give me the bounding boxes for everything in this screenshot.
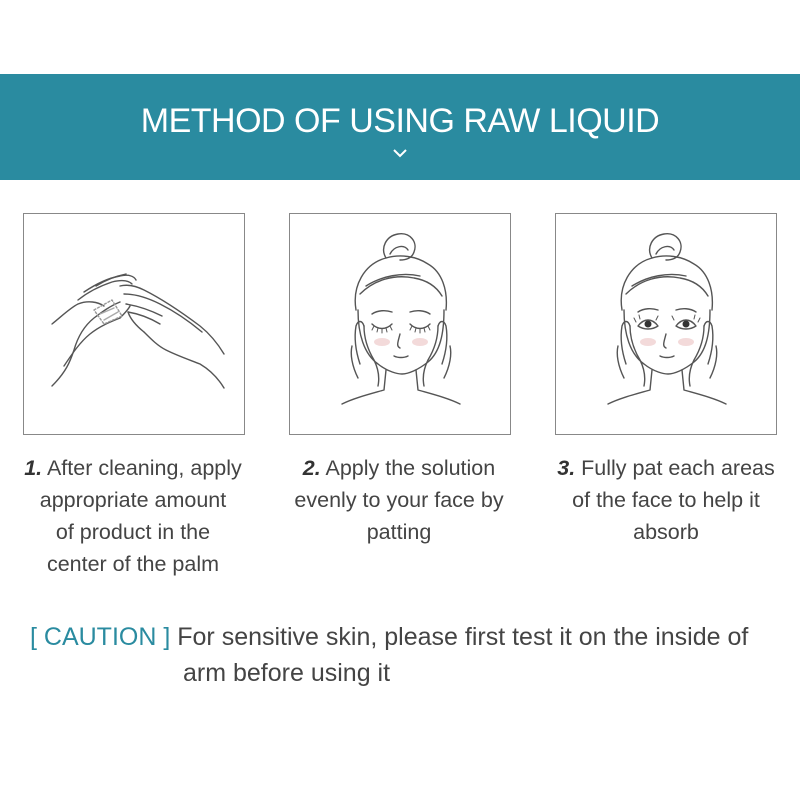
step-1-line-1: After cleaning, apply	[46, 456, 242, 480]
step-3-line-2: of the face to help it	[572, 488, 760, 512]
step-2-description	[279, 452, 519, 548]
hands-icon	[24, 214, 246, 436]
step-2-number: 2.	[302, 456, 321, 480]
step-3-description	[546, 452, 786, 548]
step-3-line-1: Fully pat each areas	[581, 456, 775, 480]
step-1-image-frame	[23, 213, 245, 435]
step-1-line-2: appropriate amount	[39, 488, 227, 512]
step-2-image-frame	[289, 213, 511, 435]
step-2-line-3: patting	[366, 520, 432, 544]
chevron-down-icon	[392, 148, 408, 158]
step-2-line-2: evenly to your face by	[294, 488, 504, 512]
step-3-image-frame	[555, 213, 777, 435]
step-2-line-1: Apply the solution	[325, 456, 496, 480]
caution-tag: [ CAUTION ]	[30, 623, 171, 651]
face-eyes-closed-icon	[290, 214, 512, 436]
header-banner	[0, 74, 800, 180]
step-1-number: 1.	[24, 456, 43, 480]
step-1-line-4: center of the palm	[46, 552, 220, 576]
page-title: METHOD OF USING RAW LIQUID	[140, 102, 660, 140]
caution-line-2: arm before using it	[183, 659, 391, 687]
caution-line-1: For sensitive skin, please first test it on the inside of	[177, 623, 749, 651]
step-3-line-3: absorb	[633, 520, 699, 544]
face-eyes-open-icon	[556, 214, 778, 436]
step-3-number: 3.	[557, 456, 576, 480]
step-1-description	[13, 452, 253, 580]
step-1-line-3: of product in the	[55, 520, 211, 544]
